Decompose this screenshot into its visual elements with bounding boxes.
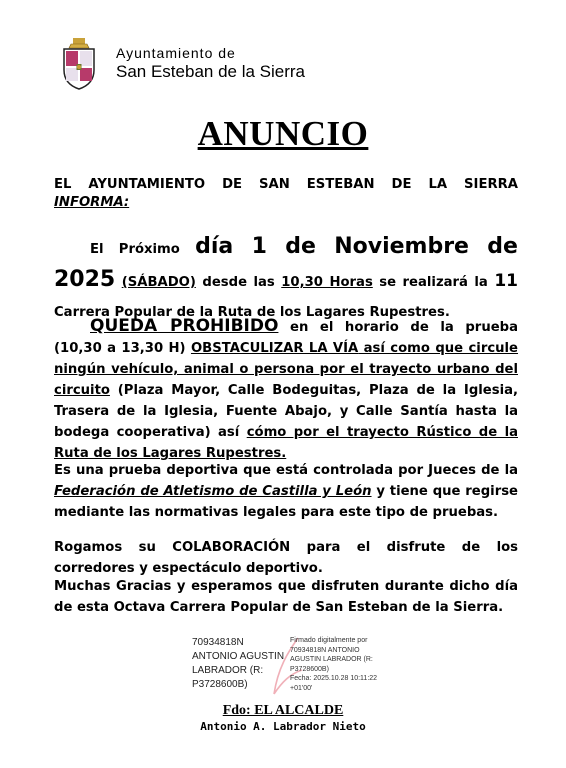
municipality-name [116, 46, 305, 80]
p1-lead: El Próximo [90, 242, 196, 257]
signer-line: ANTONIO AGUSTIN [192, 651, 285, 662]
paragraph-date [54, 232, 518, 328]
coat-of-arms-logo [58, 36, 100, 92]
meta-line: +01'00' [290, 684, 313, 692]
page-title: ANUNCIO [197, 114, 369, 153]
paragraph-thanks: Muchas Gracias y esperamos que disfruten durante dicho día de esta Octava Carrera Popular de San Esteban de la Sierra. [54, 579, 518, 615]
paragraph-federation [54, 460, 518, 523]
p2-d: cómo por el trayecto Rústico de la Ruta de los Lagares Rupestres. [54, 425, 518, 461]
p4-b: para el disfrute de los corredores y espectáculo deportivo. [54, 540, 518, 576]
paragraph-prohibition [54, 316, 518, 464]
p3-a: Es una prueba deportiva que está controlada por Jueces de la [54, 463, 518, 478]
p1-mid: desde las [195, 275, 282, 290]
meta-line: Firmado digitalmente por [290, 637, 368, 644]
signer-line: LABRADOR (R: [192, 665, 264, 676]
inform-block [54, 176, 518, 212]
signer-line: P3728600B) [192, 679, 248, 690]
p1-rest: Carrera Popular de la Ruta de los Lagares Rupestres. [54, 305, 450, 320]
p2-b: así como que circule ningún vehículo, animal o persona por el trayecto urbano del circuito [54, 341, 519, 398]
p2-a: en el horario de la prueba (10,30 a 13,30 H) [54, 320, 518, 356]
p4-colab: COLABORACIÓN [172, 540, 291, 555]
p1-time: 10,30 Horas [281, 275, 373, 290]
p1-num: 11 [494, 271, 518, 291]
org-line1: Ayuntamiento de [116, 45, 236, 61]
meta-line: 70934818N ANTONIO [290, 646, 360, 654]
inform-line1: EL AYUNTAMIENTO DE SAN ESTEBAN DE LA SIERRA [54, 177, 518, 192]
signed-by-title: Fdo: EL ALCALDE [222, 703, 344, 718]
meta-line: P3728600B) [290, 665, 329, 673]
p2-prohibido: QUEDA PROHIBIDO [90, 316, 279, 336]
paragraph-collaboration [54, 537, 518, 579]
p4-a: Rogamos su [54, 540, 173, 555]
p2-c: (Plaza Mayor, Calle Bodeguitas, Plaza de la Iglesia, Trasera de la Iglesia, Fuente Abajo, y Calle Santía hasta la bodega cooperativa) así [54, 383, 518, 440]
p3-b: y tiene que regirse mediante las normativas legales para este tipo de pruebas. [54, 484, 519, 520]
p1-mid2: se realizará la [372, 275, 495, 290]
meta-line: AGUSTIN LABRADOR (R: [290, 656, 373, 663]
p1-day: (SÁBADO) [121, 275, 196, 290]
p1-date: día 1 de Noviembre de 2025 [54, 234, 518, 292]
signer-line: 70934818N [192, 637, 244, 648]
inform-word: INFORMA: [54, 195, 130, 210]
digital-signature-meta [290, 636, 400, 693]
p2-obst: OBSTACULIZAR LA VÍA [190, 341, 359, 356]
meta-line: Fecha: 2025.10.28 10:11:22 [290, 675, 378, 682]
org-line2: San Esteban de la Sierra [116, 62, 306, 81]
mayor-name: Antonio A. Labrador Nieto [200, 720, 366, 733]
p3-federation: Federación de Atletismo de Castilla y León [54, 484, 372, 499]
